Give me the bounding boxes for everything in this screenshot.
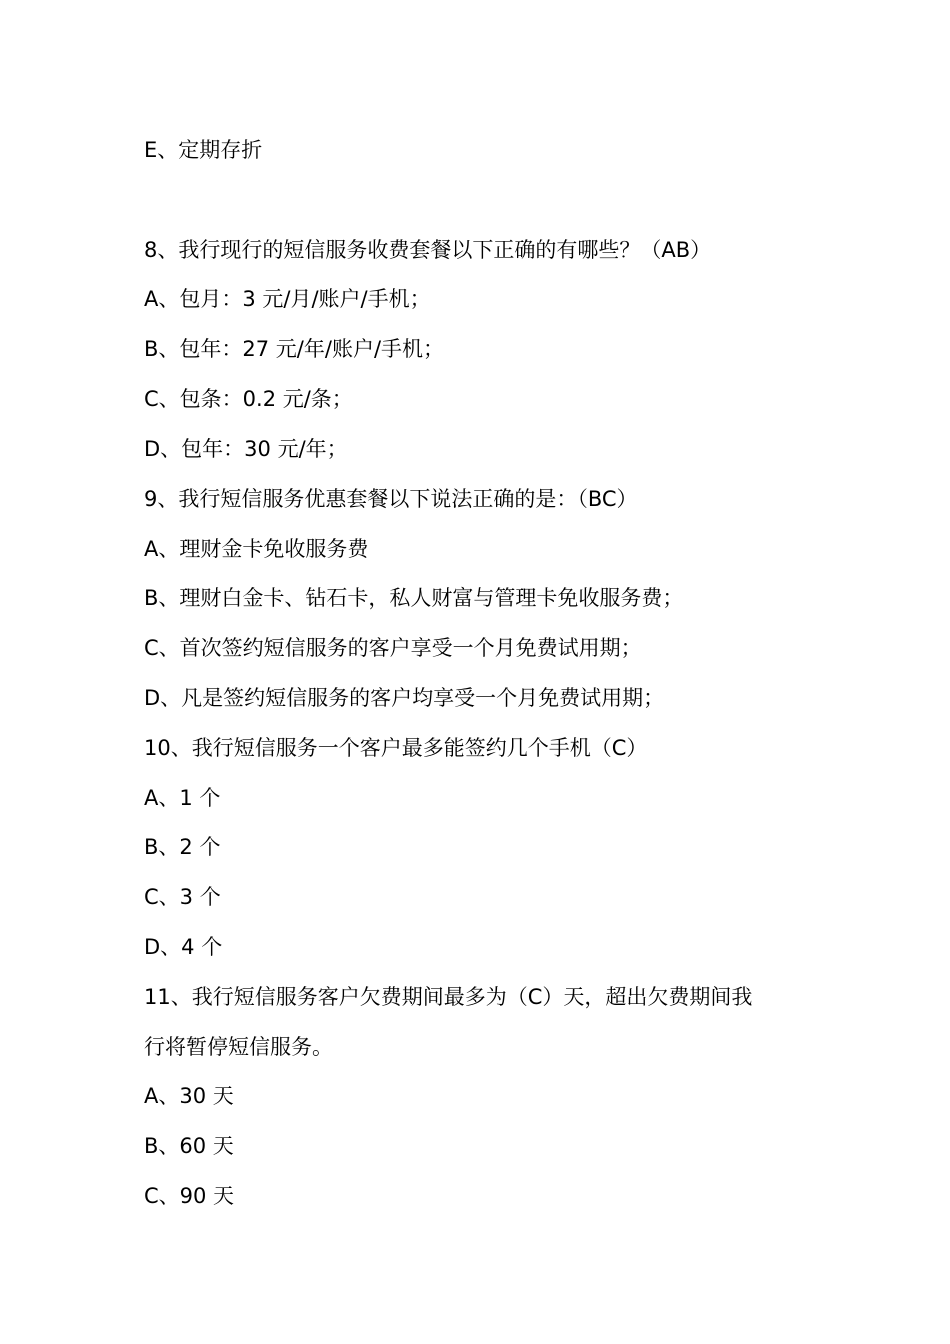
option-line-q8-b: B、包年：27 元/年/账户/手机； [144, 337, 445, 361]
option-line-q9-b: B、理财白金卡、钻石卡，私人财富与管理卡免收服务费； [144, 586, 684, 610]
option-line-q8-d: D、包年：30 元/年； [144, 437, 348, 461]
question-9-text: 9、我行短信服务优惠套餐以下说法正确的是：（BC） [144, 487, 638, 511]
option-line-q9-c: C、首次签约短信服务的客户享受一个月免费试用期； [144, 636, 642, 660]
option-line-q7-e: E、定期存折 [144, 138, 263, 162]
question-8-text: 8、我行现行的短信服务收费套餐以下正确的有哪些？（AB） [144, 238, 712, 262]
option-line-q11-a: A、30 天 [144, 1084, 234, 1108]
option-line-q10-d: D、4 个 [144, 935, 223, 959]
question-11-text-line2: 行将暂停短信服务。 [144, 1035, 333, 1059]
option-line-q10-c: C、3 个 [144, 885, 221, 909]
option-line-q11-c: C、90 天 [144, 1184, 235, 1208]
question-11-text-line1: 11、我行短信服务客户欠费期间最多为（C）天，超出欠费期间我 [144, 985, 753, 1009]
option-line-q10-b: B、2 个 [144, 835, 221, 859]
option-line-q11-b: B、60 天 [144, 1134, 234, 1158]
option-line-q9-a: A、理财金卡免收服务费 [144, 537, 369, 561]
option-line-q9-d: D、凡是签约短信服务的客户均享受一个月免费试用期； [144, 686, 665, 710]
option-line-q10-a: A、1 个 [144, 786, 221, 810]
option-line-q8-a: A、包月：3 元/月/账户/手机； [144, 287, 431, 311]
question-10-text: 10、我行短信服务一个客户最多能签约几个手机（C） [144, 736, 648, 760]
option-line-q8-c: C、包条：0.2 元/条； [144, 387, 353, 411]
